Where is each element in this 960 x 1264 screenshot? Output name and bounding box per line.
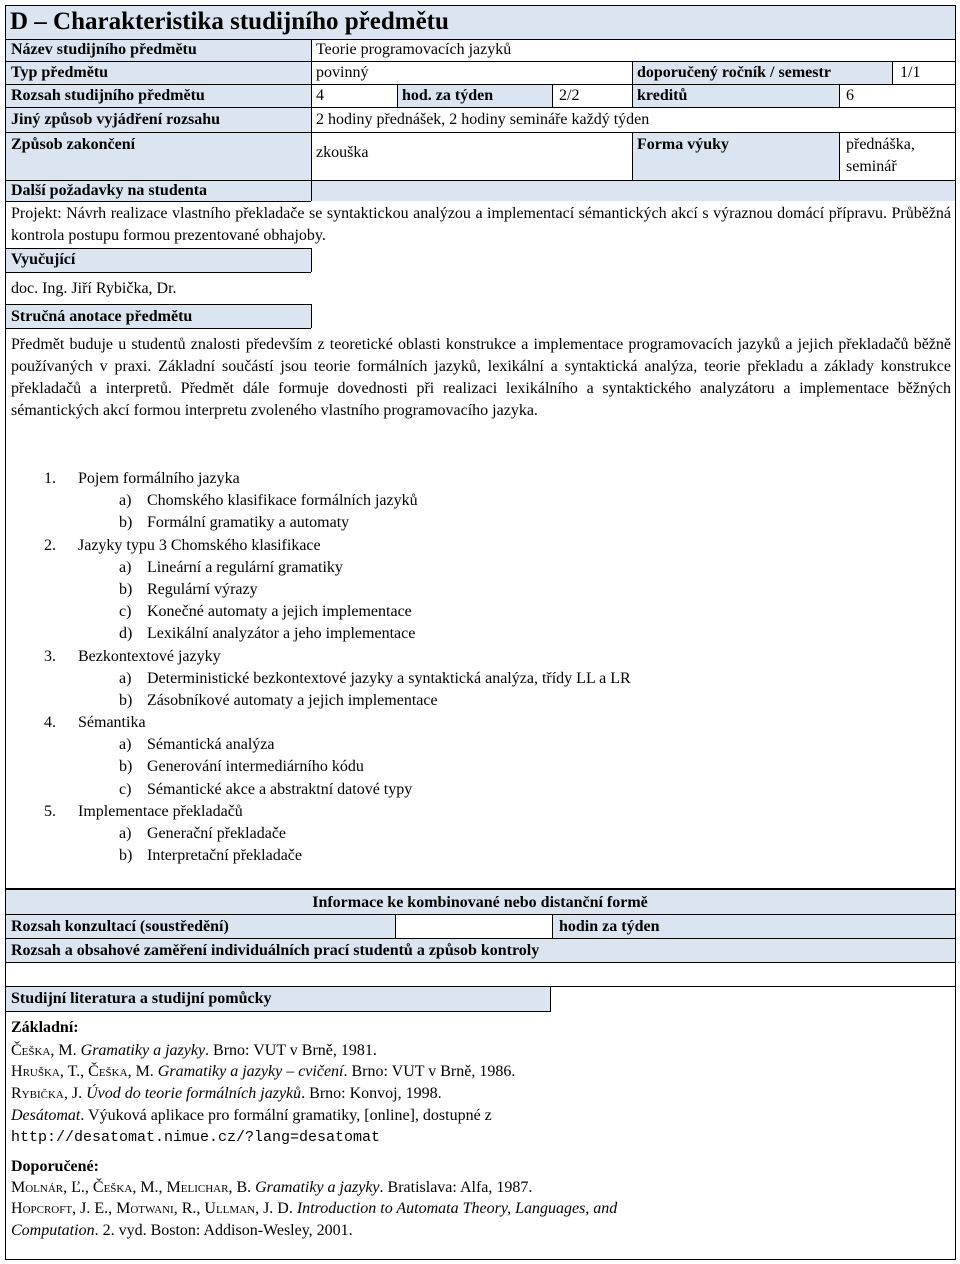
- forma-value-2: seminář: [846, 158, 897, 175]
- vline: [892, 61, 893, 84]
- vline: [839, 84, 840, 107]
- hline: [5, 272, 311, 273]
- nazev-value: Teorie programovacích jazyků: [316, 41, 512, 58]
- jiny-label: Jiný způsob vyjádření rozsahu: [11, 111, 221, 128]
- rocnik-label: doporučený ročník / semestr: [637, 64, 831, 81]
- reference-item: Hopcroft, J. E., Motwani, R., Ullman, J. D. Introduction to Automata Theory, Languages, and: [11, 1200, 618, 1217]
- list-item: 2. Jazyky typu 3 Chomského klasifikace: [44, 536, 321, 554]
- hline-thick: [5, 888, 956, 890]
- vline: [395, 914, 396, 938]
- list-item: 5. Implementace překladačů: [44, 802, 243, 820]
- vline: [552, 84, 553, 107]
- list-item: d) Lexikální analyzátor a jeho implementace: [119, 625, 416, 643]
- nazev-label: Název studijního předmětu: [11, 41, 197, 58]
- anotace-paragraph: Předmět buduje u studentů znalosti především z teoretické oblasti konstrukce a implementace programovacích jazyků a jejich překladačů běžně používaných v praxi. Základní součástí jsou teorie formálních jazyků, lexikální a syntaktická analýza, teorie překladu a základy konstrukce překladačů a interpretů. Předmět dále formuje dovednosti při realizaci lexikálního a syntaktického analyzátoru a implementace běžných sémantických akcí formou interpretu zvoleného vlastního programovacího jazyka.: [11, 336, 951, 419]
- list-item: 4. Sémantika: [44, 714, 146, 732]
- hline: [5, 938, 956, 939]
- pozadavky-paragraph: Projekt: Návrh realizace vlastního překladače se syntaktickou analýzou a implementací sémantických akcí s výraznou domácí přípravu. Průběžná kontrola postupu formou prezentované obhajoby.: [11, 205, 951, 244]
- vline: [552, 914, 553, 938]
- list-item: b) Interpretační překladače: [119, 847, 303, 865]
- pozadavky-label: Další požadavky na studenta: [11, 182, 208, 199]
- hod-label: hod. za týden: [402, 87, 494, 104]
- vline: [550, 986, 551, 1011]
- vline: [311, 180, 312, 201]
- anotace-label: Stručná anotace předmětu: [11, 308, 193, 325]
- list-item: c) Konečné automaty a jejich implementace: [119, 603, 412, 621]
- literatura-label: Studijní literatura a studijní pomůcky: [11, 990, 272, 1007]
- zakonceni-value: zkouška: [316, 144, 369, 161]
- list-item: a) Generační překladače: [119, 825, 287, 842]
- list-item: b) Formální gramatiky a automaty: [119, 514, 350, 532]
- hline: [5, 107, 956, 108]
- list-item: b) Zásobníkové automaty a jejich implementace: [119, 691, 438, 709]
- vline: [632, 132, 633, 180]
- hline: [5, 1011, 551, 1012]
- zakladni-label: Základní:: [11, 1019, 79, 1036]
- vline: [839, 132, 840, 180]
- hline: [5, 914, 956, 915]
- reference-item: Rybička, J. Úvod do teorie formálních jazyků. Brno: Konvoj, 1998.: [11, 1085, 442, 1102]
- hline: [5, 201, 311, 202]
- reference-item: Hruška, T., Češka, M. Gramatiky a jazyky – cvičení. Brno: VUT v Brně, 1986.: [11, 1063, 516, 1080]
- doporucene-label: Doporučené:: [11, 1158, 99, 1175]
- list-item: c) Sémantické akce a abstraktní datové typy: [119, 780, 413, 798]
- konzultace-label: Rozsah konzultací (soustředění): [11, 918, 229, 935]
- page-title: D – Charakteristika studijního předmětu: [10, 8, 449, 35]
- hline: [5, 84, 956, 85]
- rozsah-label: Rozsah studijního předmětu: [11, 87, 205, 104]
- list-item: a) Deterministické bezkontextové jazyky a syntaktická analýza, třídy LL a LR: [119, 669, 631, 687]
- list-item: b) Regulární výrazy: [119, 580, 258, 598]
- hod-value: 2/2: [559, 87, 580, 104]
- kredity-value: 6: [846, 87, 854, 104]
- vyucujici-value: doc. Ing. Jiří Rybička, Dr.: [11, 280, 177, 297]
- jiny-value: 2 hodiny přednášek, 2 hodiny semináře každý týden: [316, 111, 650, 128]
- hline: [5, 132, 956, 133]
- zakonceni-label: Způsob zakončení: [11, 136, 136, 153]
- frame-top: [5, 5, 956, 6]
- reference-item: Molnár, Ľ., Češka, M., Melichar, B. Gramatiky a jazyky. Bratislava: Alfa, 1987.: [11, 1179, 533, 1196]
- kombinovana-title: Informace ke kombinované nebo distanční formě: [312, 894, 648, 911]
- vline: [632, 61, 633, 107]
- vline: [397, 84, 398, 107]
- hline: [5, 986, 956, 987]
- hline: [5, 962, 956, 963]
- list-item: 1. Pojem formálního jazyka: [44, 470, 240, 487]
- list-item: 3. Bezkontextové jazyky: [44, 647, 221, 665]
- list-item: a) Chomského klasifikace formálních jazyků: [119, 492, 418, 510]
- kredity-label: kreditů: [637, 87, 688, 104]
- typ-value: povinný: [316, 64, 369, 81]
- hodin-label: hodin za týden: [559, 918, 660, 935]
- syllabus-list: [44, 468, 631, 867]
- hline: [5, 61, 956, 62]
- list-item: b) Generování intermediárního kódu: [119, 758, 364, 776]
- vline: [311, 248, 312, 272]
- forma-label: Forma výuky: [637, 136, 729, 153]
- frame-bottom: [5, 1259, 956, 1260]
- list-item: a) Lineární a regulární gramatiky: [119, 558, 343, 576]
- hline: [5, 304, 311, 305]
- vline: [311, 39, 312, 180]
- reference-item: Češka, M. Gramatiky a jazyky. Brno: VUT v Brně, 1981.: [11, 1042, 377, 1059]
- frame-left: [5, 5, 6, 1260]
- hline: [5, 248, 311, 249]
- pozadavky-text: [11, 203, 951, 247]
- anotace-text: [11, 334, 951, 422]
- reference-item: Computation. 2. vyd. Boston: Addison-Wesley, 2001.: [11, 1222, 353, 1239]
- list-item: a) Sémantická analýza: [119, 736, 275, 754]
- frame-right: [955, 5, 956, 1260]
- reference-item: Desátomat. Výuková aplikace pro formální gramatiky, [online], dostupné z: [11, 1107, 492, 1124]
- forma-value-1: přednáška,: [846, 136, 915, 153]
- prace-label: Rozsah a obsahové zaměření individuálních prací studentů a způsob kontroly: [11, 942, 540, 959]
- typ-label: Typ předmětu: [11, 64, 109, 81]
- reference-url[interactable]: http://desatomat.nimue.cz/?lang=desatomat: [11, 1129, 381, 1146]
- hline: [5, 328, 311, 329]
- rocnik-value: 1/1: [900, 64, 921, 81]
- vyucujici-label: Vyučující: [11, 251, 76, 268]
- vline: [311, 304, 312, 328]
- rozsah-value: 4: [316, 87, 324, 104]
